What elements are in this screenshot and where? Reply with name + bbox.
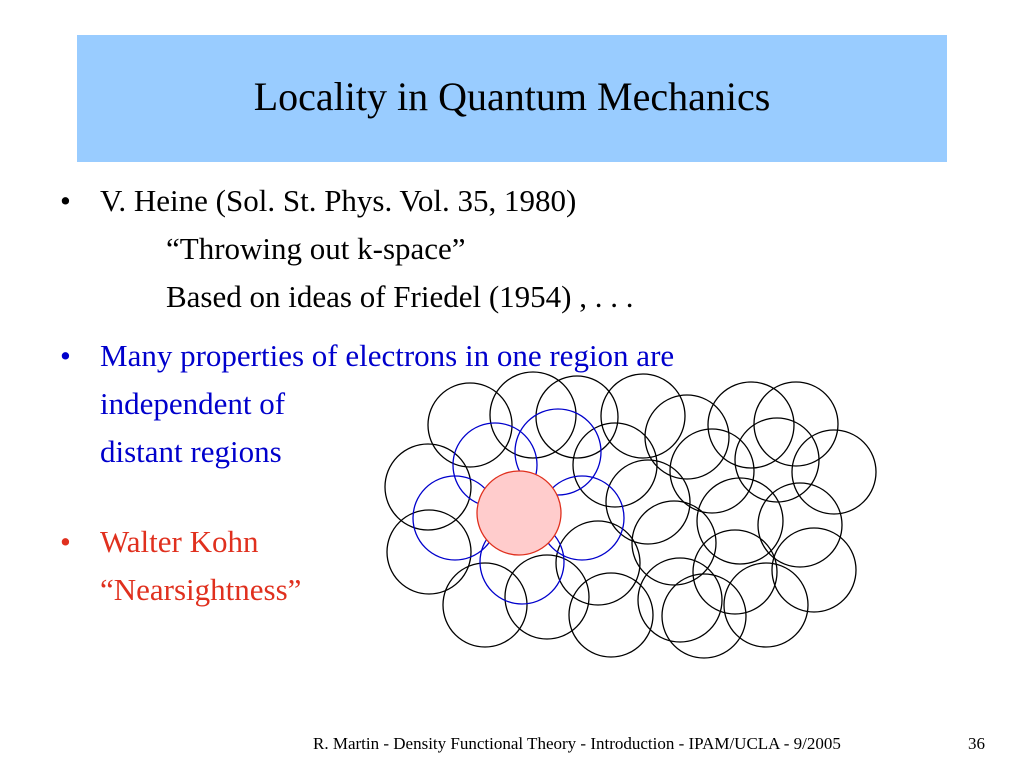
bullet-line: “Nearsightness” xyxy=(100,572,302,607)
far-circle xyxy=(724,563,808,647)
bullet-line: Walter Kohn xyxy=(100,524,259,559)
far-circle xyxy=(385,444,471,530)
far-circle xyxy=(601,374,685,458)
far-circle xyxy=(505,555,589,639)
bullet-line: distant regions xyxy=(100,434,282,469)
slide-footer: R. Martin - Density Functional Theory - Introduction - IPAM/UCLA - 9/2005 xyxy=(313,734,841,753)
far-circle xyxy=(606,460,690,544)
slide-title: Locality in Quantum Mechanics xyxy=(253,74,771,119)
bullet-marker: • xyxy=(60,338,71,373)
overlapping-circles-diagram xyxy=(380,370,880,660)
far-circle xyxy=(443,563,527,647)
far-circle xyxy=(387,510,471,594)
bullet-line: Many properties of electrons in one region are xyxy=(100,338,675,373)
bullet-line: V. Heine (Sol. St. Phys. Vol. 35, 1980) xyxy=(100,183,577,218)
far-circle xyxy=(556,521,640,605)
bullet-line: independent of xyxy=(100,386,286,421)
title-banner xyxy=(77,35,947,162)
far-circle xyxy=(662,574,746,658)
bullet-marker: • xyxy=(60,524,71,559)
far-circle xyxy=(428,383,512,467)
far-circle xyxy=(693,530,777,614)
far-circle xyxy=(772,528,856,612)
bullet-subline: “Throwing out k-space” xyxy=(166,231,466,266)
bullet-marker: • xyxy=(60,183,71,218)
page-number: 36 xyxy=(968,734,985,753)
far-circle xyxy=(490,372,576,458)
far-circle xyxy=(573,423,657,507)
bullet-subline: Based on ideas of Friedel (1954) , . . . xyxy=(166,279,634,314)
center-region-circle xyxy=(477,471,561,555)
